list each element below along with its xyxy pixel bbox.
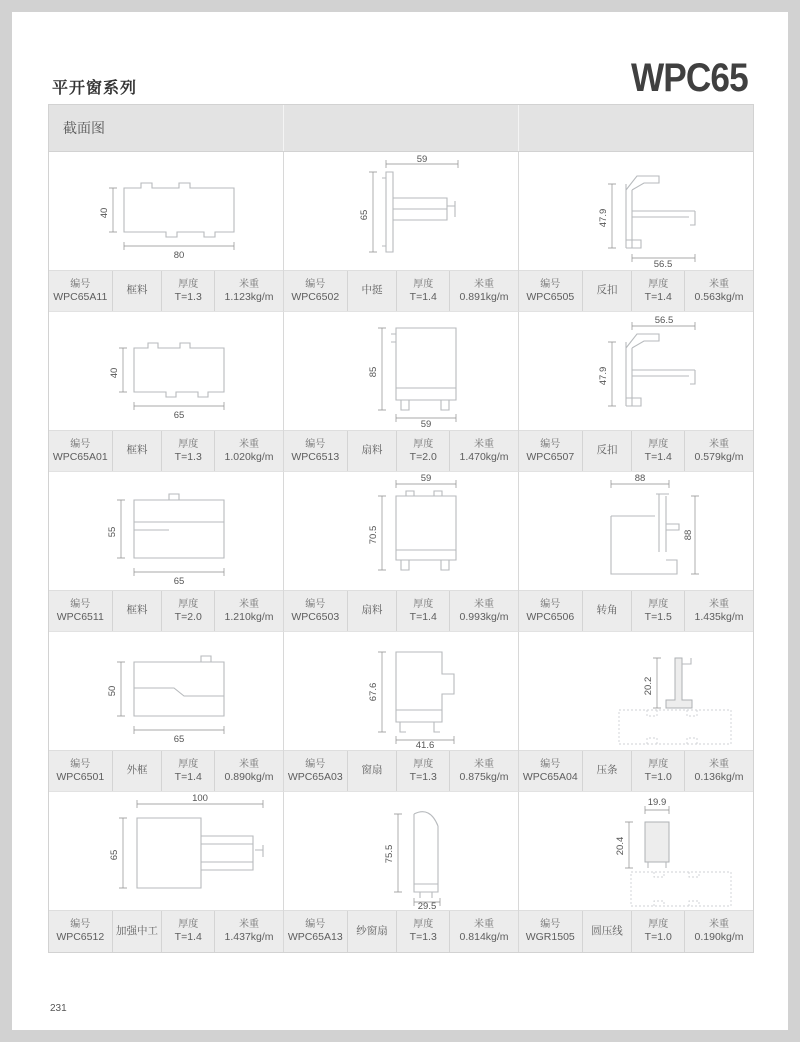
profile-info-strip (519, 270, 753, 311)
name-cell (113, 911, 163, 952)
profile-drawing (284, 792, 518, 910)
name-value: 框料 (126, 444, 148, 457)
profile-info-strip (49, 590, 283, 631)
dimension-label: 75.5 (384, 844, 395, 864)
profile-cell-r4c2 (284, 632, 519, 792)
weight-value: 1.020kg/m (224, 450, 274, 463)
thickness-label: 厚度 (413, 758, 434, 770)
code-value: WPC6507 (526, 450, 575, 463)
thickness-cell (632, 911, 685, 952)
series-title: 平开窗系列 (52, 80, 138, 97)
catalog-page (12, 12, 788, 1030)
weight-label: 米重 (709, 278, 730, 290)
weight-cell (215, 271, 283, 311)
name-value: 压条 (596, 764, 618, 777)
code-cell (519, 431, 583, 471)
thickness-cell (632, 591, 685, 631)
table-row (49, 152, 753, 312)
profile-cell-r1c3 (519, 152, 753, 312)
thickness-label: 厚度 (178, 919, 199, 931)
thickness-cell (162, 431, 215, 471)
thickness-label: 厚度 (648, 919, 669, 931)
page-header (52, 42, 748, 98)
profile-diagram (284, 632, 518, 750)
profile-diagram (49, 792, 283, 910)
code-value: WGR1505 (525, 931, 575, 944)
code-label: 编号 (305, 758, 326, 770)
profile-info-strip (284, 910, 518, 952)
dimension-label: 20.4 (615, 836, 626, 856)
dimension-label: 47.9 (598, 366, 609, 386)
thickness-value: T=1.3 (409, 931, 437, 944)
dimension-label: 85 (368, 366, 379, 378)
name-cell (113, 271, 163, 311)
weight-value: 0.875kg/m (459, 770, 509, 783)
code-label: 编号 (540, 919, 561, 931)
code-label: 编号 (305, 598, 326, 610)
profile-diagram (519, 312, 753, 430)
page-number: 231 (50, 1003, 67, 1014)
profile-info-strip (519, 590, 753, 631)
thickness-cell (162, 911, 215, 952)
code-value: WPC6511 (56, 610, 104, 623)
name-value: 扇料 (361, 444, 383, 457)
profile-drawing (519, 152, 753, 270)
code-label: 编号 (540, 598, 561, 610)
code-label: 编号 (70, 919, 91, 931)
code-cell (519, 751, 583, 791)
weight-cell (685, 751, 753, 791)
profile-cell-r4c1 (49, 632, 284, 792)
code-cell (284, 751, 348, 791)
thickness-value: T=1.3 (174, 450, 202, 463)
table-row (49, 472, 753, 632)
weight-label: 米重 (239, 598, 260, 610)
code-cell (519, 271, 583, 311)
profile-info-strip (49, 430, 283, 471)
profile-cell-r3c2 (284, 472, 519, 632)
dimension-label: 55 (107, 526, 118, 538)
thickness-value: T=1.0 (644, 931, 672, 944)
profile-info-strip (49, 910, 283, 952)
name-value: 外框 (126, 764, 148, 777)
code-value: WPC6506 (526, 610, 575, 623)
code-label: 编号 (305, 278, 326, 290)
profile-info-strip (519, 430, 753, 471)
weight-value: 1.470kg/m (459, 450, 509, 463)
profile-table (48, 104, 754, 953)
thickness-value: T=1.3 (174, 290, 202, 303)
profile-diagram (284, 152, 518, 270)
profile-info-strip (49, 270, 283, 311)
thickness-value: T=1.4 (409, 290, 437, 303)
name-value: 转角 (596, 604, 618, 617)
thickness-cell (397, 271, 450, 311)
code-cell (519, 591, 583, 631)
dimension-label: 19.9 (647, 797, 667, 808)
name-value: 圆压线 (591, 924, 623, 937)
profile-cell-r2c1 (49, 312, 284, 472)
code-value: WPC65A11 (53, 290, 108, 303)
dimension-label: 59 (420, 473, 432, 484)
dimension-label: 40 (109, 367, 120, 379)
thickness-label: 厚度 (648, 278, 669, 290)
dimension-label: 47.9 (598, 208, 609, 228)
weight-value: 0.579kg/m (694, 450, 744, 463)
thickness-label: 厚度 (413, 438, 434, 450)
weight-cell (685, 911, 753, 952)
code-value: WPC65A03 (287, 770, 343, 783)
weight-cell (215, 911, 283, 952)
thickness-label: 厚度 (178, 278, 199, 290)
weight-label: 米重 (709, 598, 730, 610)
name-cell (113, 751, 163, 791)
name-value: 反扣 (596, 284, 618, 297)
profile-diagram (284, 472, 518, 590)
profile-cell-r5c2 (284, 792, 519, 952)
profile-cell-r1c2 (284, 152, 519, 312)
dimension-label: 41.6 (415, 740, 435, 750)
thickness-value: T=1.4 (174, 770, 202, 783)
thickness-value: T=1.4 (409, 610, 437, 623)
profile-cell-r5c3 (519, 792, 753, 952)
profile-diagram (519, 632, 753, 750)
profile-drawing (519, 472, 753, 590)
profile-info-strip (519, 750, 753, 791)
weight-label: 米重 (474, 278, 495, 290)
profile-cell-r2c3 (519, 312, 753, 472)
profile-drawing (49, 792, 283, 910)
thickness-cell (397, 911, 450, 952)
thickness-cell (632, 271, 685, 311)
name-cell (583, 911, 633, 952)
profile-cell-r4c3 (519, 632, 753, 792)
profile-diagram (284, 312, 518, 430)
dimension-label: 50 (107, 685, 118, 697)
name-value: 扇料 (361, 604, 383, 617)
weight-value: 0.563kg/m (694, 290, 744, 303)
profile-drawing (284, 312, 518, 430)
table-header-band (49, 105, 753, 152)
weight-label: 米重 (474, 438, 495, 450)
profile-diagram (519, 792, 753, 910)
thickness-cell (632, 431, 685, 471)
weight-cell (450, 271, 518, 311)
code-label: 编号 (540, 438, 561, 450)
code-value: WPC6501 (56, 770, 105, 783)
profile-drawing (284, 472, 518, 590)
thickness-cell (162, 591, 215, 631)
header-cell-empty (519, 105, 753, 151)
weight-label: 米重 (239, 438, 260, 450)
name-value: 加强中工 (115, 924, 158, 937)
thickness-label: 厚度 (648, 438, 669, 450)
profile-cell-r2c2 (284, 312, 519, 472)
dimension-label: 29.5 (417, 901, 437, 910)
code-cell (49, 431, 113, 471)
profile-info-strip (284, 750, 518, 791)
thickness-cell (397, 591, 450, 631)
weight-label: 米重 (239, 919, 260, 931)
table-row (49, 312, 753, 472)
thickness-label: 厚度 (178, 438, 199, 450)
weight-label: 米重 (239, 278, 260, 290)
thickness-value: T=1.5 (644, 610, 672, 623)
dimension-label: 20.2 (643, 676, 654, 696)
dimension-label: 56.5 (653, 259, 673, 270)
name-cell (348, 911, 398, 952)
thickness-label: 厚度 (413, 278, 434, 290)
weight-value: 0.891kg/m (459, 290, 509, 303)
code-label: 编号 (305, 438, 326, 450)
profile-info-strip (284, 270, 518, 311)
profile-drawing (519, 792, 753, 910)
name-cell (348, 751, 398, 791)
weight-value: 0.993kg/m (459, 610, 509, 623)
code-value: WPC65A04 (522, 770, 578, 783)
weight-cell (450, 751, 518, 791)
profile-drawing (49, 472, 283, 590)
profile-diagram (519, 152, 753, 270)
dimension-label: 67.6 (368, 682, 379, 702)
dimension-label: 40 (99, 207, 110, 219)
profile-drawing (49, 632, 283, 750)
dimension-label: 65 (173, 576, 185, 587)
model-title: WPC65 (631, 56, 748, 100)
weight-cell (215, 431, 283, 471)
profile-diagram (49, 152, 283, 270)
code-label: 编号 (70, 438, 91, 450)
weight-cell (685, 431, 753, 471)
thickness-cell (162, 751, 215, 791)
weight-value: 1.437kg/m (224, 931, 274, 944)
thickness-label: 厚度 (413, 919, 434, 931)
code-value: WPC65A01 (52, 450, 108, 463)
weight-cell (215, 751, 283, 791)
weight-cell (215, 591, 283, 631)
profile-info-strip (519, 910, 753, 952)
section-header-cell: 截面图 (49, 105, 284, 151)
code-label: 编号 (305, 919, 326, 931)
code-cell (284, 911, 348, 952)
profile-diagram (49, 312, 283, 430)
dimension-label: 100 (192, 793, 208, 804)
weight-value: 0.136kg/m (694, 770, 744, 783)
thickness-value: T=1.4 (174, 931, 202, 944)
profile-drawing (284, 152, 518, 270)
name-value: 纱窗扇 (356, 924, 388, 937)
dimension-label: 65 (359, 209, 370, 221)
header-cell-empty (284, 105, 519, 151)
name-cell (348, 431, 398, 471)
dimension-label: 65 (173, 734, 185, 745)
code-value: WPC6513 (291, 450, 340, 463)
name-cell (113, 431, 163, 471)
thickness-value: T=1.0 (644, 770, 672, 783)
weight-label: 米重 (474, 758, 495, 770)
thickness-value: T=2.0 (409, 450, 437, 463)
weight-cell (685, 591, 753, 631)
weight-label: 米重 (474, 598, 495, 610)
dimension-label: 80 (173, 250, 185, 261)
profile-diagram (49, 632, 283, 750)
thickness-cell (632, 751, 685, 791)
name-value: 框料 (126, 284, 148, 297)
code-value: WPC6503 (291, 610, 340, 623)
thickness-value: T=1.3 (409, 770, 437, 783)
weight-value: 1.123kg/m (224, 290, 274, 303)
profile-drawing (519, 632, 753, 750)
profile-diagram (284, 792, 518, 910)
thickness-label: 厚度 (178, 598, 199, 610)
profile-cell-r5c1 (49, 792, 284, 952)
profile-cell-r3c1 (49, 472, 284, 632)
weight-label: 米重 (474, 919, 495, 931)
weight-cell (450, 431, 518, 471)
name-cell (583, 591, 633, 631)
weight-value: 0.190kg/m (694, 931, 744, 944)
dimension-label: 56.5 (654, 315, 674, 326)
thickness-value: T=1.4 (644, 290, 672, 303)
profile-info-strip (49, 750, 283, 791)
weight-label: 米重 (239, 758, 260, 770)
thickness-value: T=2.0 (174, 610, 202, 623)
name-cell (113, 591, 163, 631)
code-label: 编号 (540, 758, 561, 770)
profile-info-strip (284, 430, 518, 471)
code-value: WPC6512 (56, 931, 105, 944)
code-cell (49, 911, 113, 952)
weight-value: 0.890kg/m (224, 770, 274, 783)
thickness-label: 厚度 (648, 758, 669, 770)
code-value: WPC6505 (526, 290, 575, 303)
dimension-label: 70.5 (368, 525, 379, 545)
profile-drawing (519, 312, 753, 430)
weight-label: 米重 (709, 758, 730, 770)
thickness-label: 厚度 (178, 758, 199, 770)
dimension-label: 88 (683, 529, 694, 541)
weight-value: 1.210kg/m (224, 610, 274, 623)
weight-value: 0.814kg/m (459, 931, 509, 944)
weight-value: 1.435kg/m (694, 610, 744, 623)
profile-drawing (49, 312, 283, 430)
code-label: 编号 (70, 758, 91, 770)
weight-label: 米重 (709, 438, 730, 450)
thickness-cell (397, 751, 450, 791)
name-value: 反扣 (596, 444, 618, 457)
code-cell (284, 271, 348, 311)
profile-drawing (49, 152, 283, 270)
dimension-label: 59 (420, 419, 432, 430)
code-value: WPC65A13 (287, 931, 343, 944)
profile-drawing (284, 632, 518, 750)
profile-diagram (49, 472, 283, 590)
thickness-cell (162, 271, 215, 311)
dimension-label: 88 (634, 473, 646, 484)
code-cell (519, 911, 583, 952)
profile-info-strip (284, 590, 518, 631)
code-cell (49, 751, 113, 791)
name-cell (348, 591, 398, 631)
code-label: 编号 (540, 278, 561, 290)
thickness-cell (397, 431, 450, 471)
thickness-label: 厚度 (413, 598, 434, 610)
weight-cell (450, 591, 518, 631)
table-row (49, 792, 753, 952)
weight-cell (450, 911, 518, 952)
dimension-label: 59 (416, 154, 428, 165)
code-cell (49, 591, 113, 631)
name-value: 框料 (126, 604, 148, 617)
code-label: 编号 (70, 278, 91, 290)
profile-diagram (519, 472, 753, 590)
profile-cell-r3c3 (519, 472, 753, 632)
thickness-value: T=1.4 (644, 450, 672, 463)
dimension-label: 65 (173, 410, 185, 421)
name-cell (583, 431, 633, 471)
code-cell (284, 431, 348, 471)
name-value: 中挺 (361, 284, 383, 297)
table-row (49, 632, 753, 792)
name-cell (583, 271, 633, 311)
code-label: 编号 (70, 598, 91, 610)
weight-label: 米重 (709, 919, 730, 931)
code-cell (49, 271, 113, 311)
thickness-label: 厚度 (648, 598, 669, 610)
name-cell (348, 271, 398, 311)
name-cell (583, 751, 633, 791)
code-value: WPC6502 (291, 290, 340, 303)
code-cell (284, 591, 348, 631)
profile-cell-r1c1 (49, 152, 284, 312)
dimension-label: 65 (109, 849, 120, 861)
name-value: 窗扇 (361, 764, 383, 777)
weight-cell (685, 271, 753, 311)
